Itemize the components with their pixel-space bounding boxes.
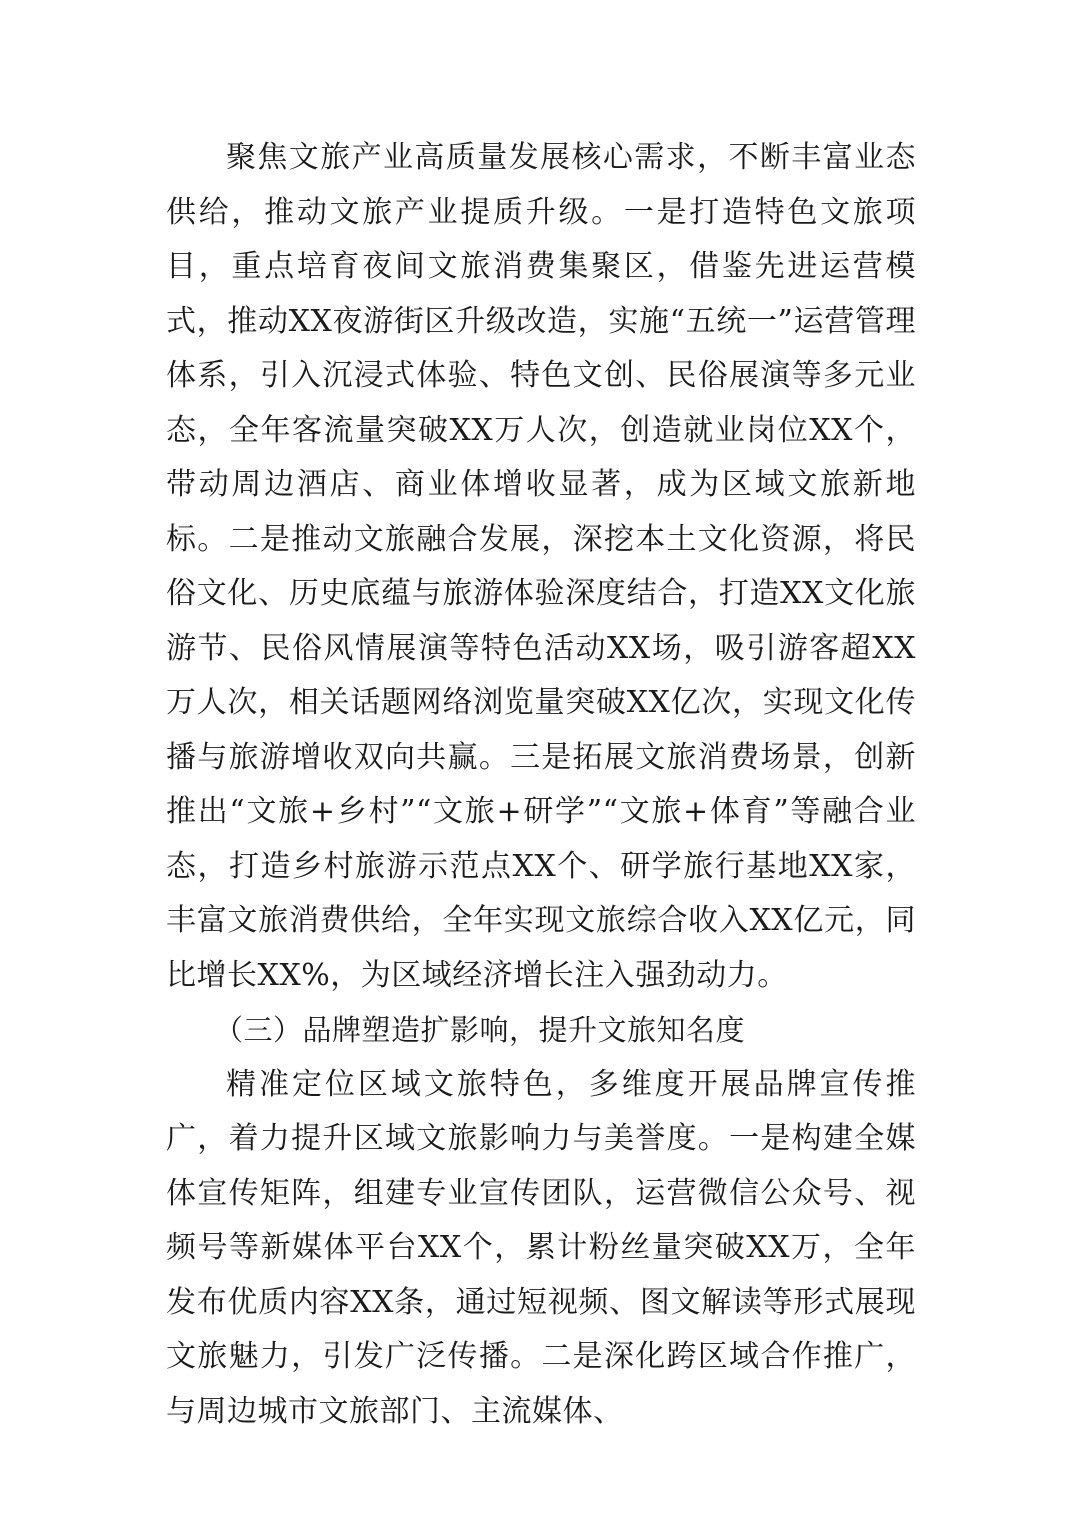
section-heading: （三）品牌塑造扩影响，提升文旅知名度 (214, 1013, 746, 1047)
body-paragraph-2: 精准定位区域文旅特色，多维度开展品牌宣传推广，着力提升区域文旅影响力与美誉度。一是构建全媒体宣传矩阵，组建专业宣传团队，运营微信公众号、视频号等新媒体平台XX个，累计粉丝量突破XX万，全年发布优质内容XX条，通过短视频、图文解读等形式展现文旅魅力，引发广泛传播。二是深化跨区域合作推广，与周边城市文旅部门、主流媒体、 (166, 1066, 916, 1429)
body-paragraph-1: 聚焦文旅产业高质量发展核心需求，不断丰富业态供给，推动文旅产业提质升级。一是打造特色文旅项目，重点培育夜间文旅消费集聚区，借鉴先进运营模式，推动XX夜游街区升级改造，实施“五统一”运营管理体系，引入沉浸式体验、特色文创、民俗展演等多元业态，全年客流量突破XX万人次，创造就业岗位XX个，带动周边酒店、商业体增收显著，成为区域文旅新地标。二是推动文旅融合发展，深挖本土文化资源，将民俗文化、历史底蕴与旅游体验深度结合，打造XX文化旅游节、民俗风情展演等特色活动XX场，吸引游客超XX万人次，相关话题网络浏览量突破XX亿次，实现文化传播与旅游增收双向共赢。三是拓展文旅消费场景，创新推出“文旅+乡村”“文旅+研学”“文旅+体育”等融合业态，打造乡村旅游示范点XX个、研学旅行基地XX家，丰富文旅消费供给，全年实现文旅综合收入XX亿元，同比增长XX%，为区域经济增长注入强劲动力。 (166, 140, 916, 993)
document-body (166, 131, 916, 1439)
